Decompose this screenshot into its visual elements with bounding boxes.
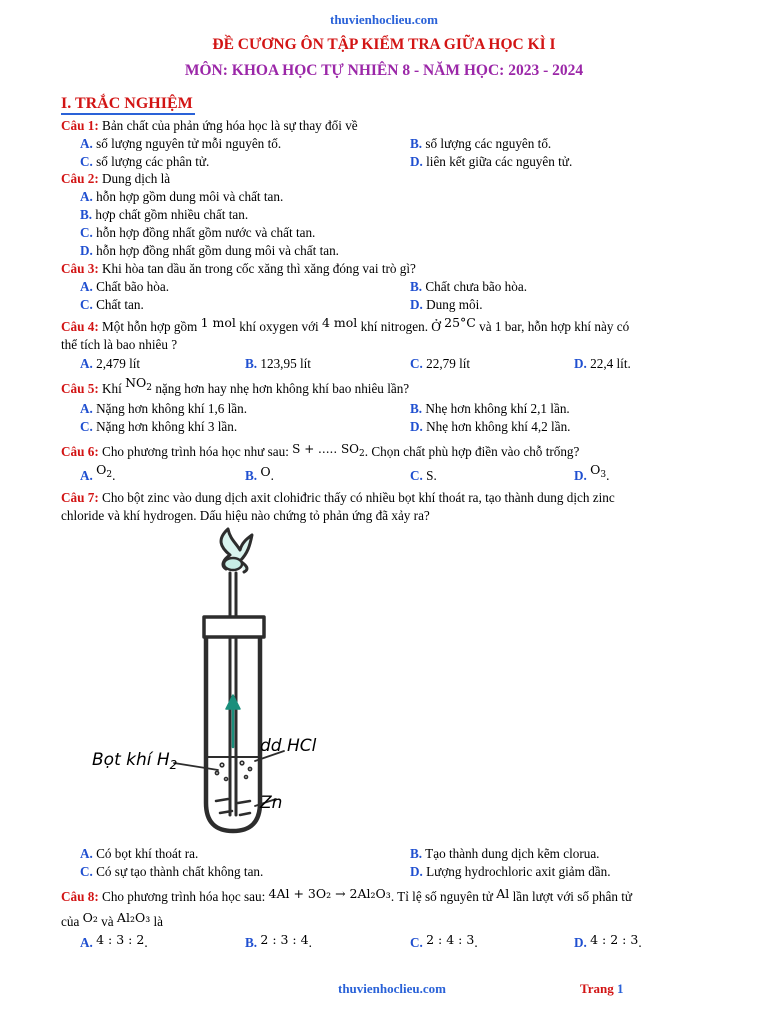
q1-option-b[interactable]: B. số lượng các nguyên tố. — [410, 136, 552, 151]
q6-option-a[interactable]: A. $O_2$. — [80, 462, 116, 483]
q2-option-d[interactable]: D. hỗn hợp đồng nhất gồm dung môi và chất tan. — [80, 243, 339, 258]
test-tube-figure — [70, 525, 400, 840]
q1-option-c[interactable]: C. số lượng các phân tử. — [80, 154, 210, 169]
q7-option-c[interactable]: C. Có sự tạo thành chất không tan. — [80, 864, 264, 879]
q3-option-c[interactable]: C. Chất tan. — [80, 297, 144, 312]
q4-option-b[interactable]: B. 123,95 lít — [245, 356, 311, 371]
q8-option-c[interactable]: C. 2 : 4 : 3. — [410, 932, 478, 950]
q6-option-b[interactable]: B. O. — [245, 464, 274, 483]
q1-label: Câu 1: — [61, 118, 99, 133]
question-3: Câu 3: Khi hòa tan dầu ăn trong cốc xăng thì xăng đóng vai trò gì? — [61, 261, 416, 276]
q4-option-d[interactable]: D. 22,4 lít. — [574, 356, 631, 371]
q8-option-b[interactable]: B. 2 : 3 : 4. — [245, 932, 312, 950]
question-5: Câu 5: Khí $NO_2$ nặng hơn hay nhẹ hơn không khí bao nhiêu lần? — [61, 375, 410, 396]
question-1 — [61, 118, 358, 134]
q6-option-c[interactable]: C. S. — [410, 468, 437, 483]
question-6: Câu 6: Cho phương trình hóa học như sau: S + ..... $SO_2$. Chọn chất phù hợp điền vào chỗ trống? — [61, 442, 580, 459]
q8-line2: của O₂ và Al₂O₃ là — [61, 910, 164, 929]
q5-option-d[interactable]: D. Nhẹ hơn không khí 4,2 lần. — [410, 419, 571, 434]
question-4: Câu 4: Một hỗn hợp gồm 1 mol khí oxygen với 4 mol khí nitrogen. Ở 25°C và 1 bar, hỗn hợp khí này có — [61, 315, 630, 334]
page-number: Trang 1 — [580, 981, 624, 996]
question-8: Câu 8: Cho phương trình hóa học sau: 4Al + 3O₂ → 2Al₂O₃. Tỉ lệ số nguyên tử Al lần lượt với số phân tử — [61, 886, 633, 904]
page-title: ĐỀ CƯƠNG ÔN TẬP KIỂM TRA GIỮA HỌC KÌ I — [212, 36, 556, 53]
q1-option-d[interactable]: D. liên kết giữa các nguyên tử. — [410, 154, 573, 169]
question-2: Câu 2: Dung dịch là — [61, 171, 171, 186]
q5-option-c[interactable]: C. Nặng hơn không khí 3 lần. — [80, 419, 238, 434]
q5-option-a[interactable]: A. Nặng hơn không khí 1,6 lần. — [80, 401, 248, 416]
q4-option-a[interactable]: A. 2,479 lít — [80, 356, 141, 371]
q4-line2: thể tích là bao nhiêu ? — [61, 337, 178, 352]
q8-option-d[interactable]: D. 4 : 2 : 3. — [574, 932, 642, 950]
q2-option-b[interactable]: B. hợp chất gồm nhiều chất tan. — [80, 207, 249, 222]
q6-option-d[interactable]: D. $O_3$. — [574, 462, 610, 483]
label-bubbles: Bọt khí $H_2$ — [92, 750, 178, 772]
section-title: I. TRẮC NGHIỆM — [61, 95, 195, 115]
label-acid: dd HCl — [260, 736, 317, 756]
q2-option-c[interactable]: C. hỗn hợp đồng nhất gồm nước và chất tan. — [80, 225, 316, 240]
q2-option-a[interactable]: A. hỗn hợp gồm dung môi và chất tan. — [80, 189, 284, 204]
q4-option-c[interactable]: C. 22,79 lít — [410, 356, 471, 371]
q7-option-a[interactable]: A. Có bọt khí thoát ra. — [80, 846, 199, 861]
q7-option-b[interactable]: B. Tạo thành dung dịch kẽm clorua. — [410, 846, 600, 861]
q7-option-d[interactable]: D. Lượng hydrochloric axit giảm dần. — [410, 864, 611, 879]
q7-line2: chloride và khí hydrogen. Dấu hiệu nào chứng tỏ phản ứng đã xảy ra? — [61, 508, 430, 523]
q8-option-a[interactable]: A. 4 : 3 : 2. — [80, 932, 148, 950]
q1-text: Bản chất của phản ứng hóa học là sự thay đổi về — [102, 118, 358, 133]
question-7: Câu 7: Cho bột zinc vào dung dịch axit clohiđric thấy có nhiều bọt khí thoát ra, tạo thành dung dịch zinc — [61, 490, 615, 505]
page-subject: MÔN: KHOA HỌC TỰ NHIÊN 8 - NĂM HỌC: 2023 - 2024 — [184, 62, 584, 79]
q3-option-a[interactable]: A. Chất bão hòa. — [80, 279, 170, 294]
q3-option-d[interactable]: D. Dung môi. — [410, 297, 483, 312]
q5-option-b[interactable]: B. Nhẹ hơn không khí 2,1 lần. — [410, 401, 570, 416]
header-site[interactable]: thuvienhoclieu.com — [330, 12, 438, 27]
q1-option-a[interactable]: A. số lượng nguyên tử mỗi nguyên tố. — [80, 136, 282, 151]
label-zinc: Zn — [260, 793, 283, 813]
footer-site[interactable]: thuvienhoclieu.com — [338, 981, 446, 996]
q3-option-b[interactable]: B. Chất chưa bão hòa. — [410, 279, 528, 294]
